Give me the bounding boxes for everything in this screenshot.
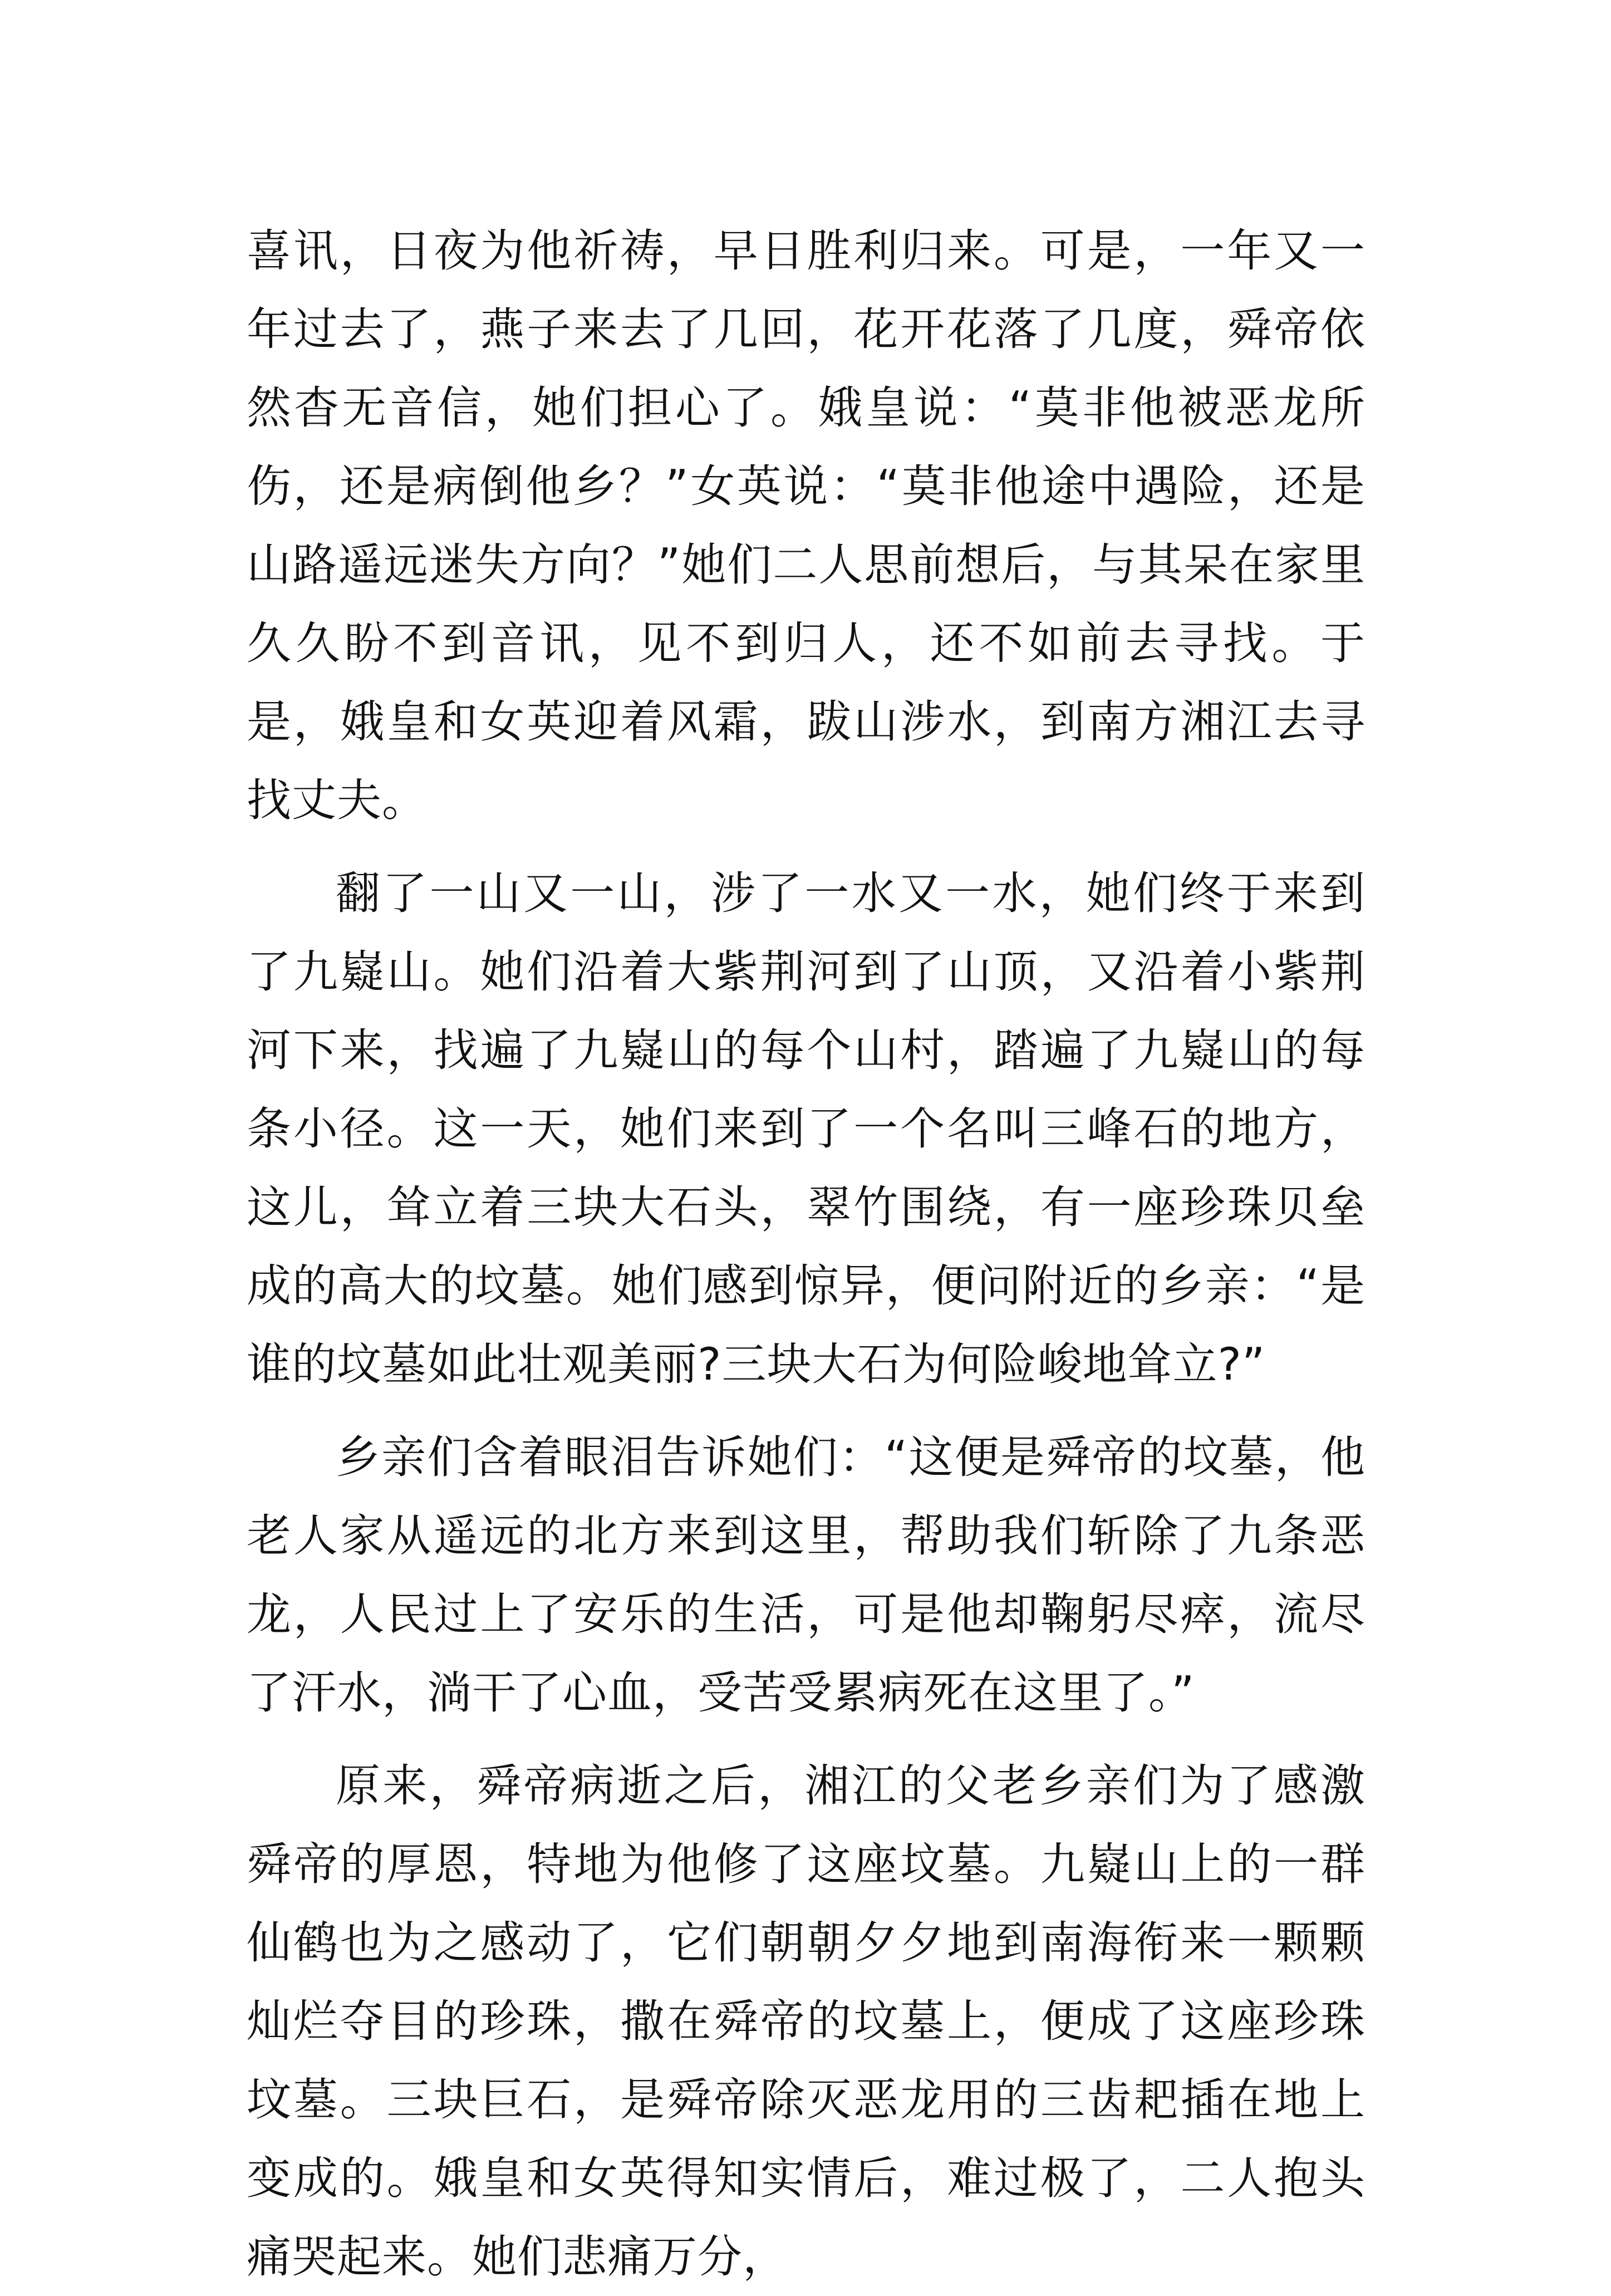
document-body [247,212,1366,2296]
paragraph-2: 翻了一山又一山，涉了一水又一水，她们终于来到了九嶷山。她们沿着大紫荆河到了山顶，又沿着小紫荆河下来，找遍了九嶷山的每个山村，踏遍了九嶷山的每条小径。这一天，她们来到了一个名叫三峰石的地方，这儿，耸立着三块大石头，翠竹围绕，有一座珍珠贝垒成的高大的坟墓。她们感到惊异，便问附近的乡亲：“是谁的坟墓如此壮观美丽?三块大石为何险峻地耸立?” [247,867,1366,1390]
paragraph-1: 喜讯，日夜为他祈祷，早日胜利归来。可是，一年又一年过去了，燕子来去了几回，花开花落了几度，舜帝依然杳无音信，她们担心了。娥皇说：“莫非他被恶龙所伤，还是病倒他乡？”女英说：“莫非他途中遇险，还是山路遥远迷失方向？”她们二人思前想后，与其呆在家里久久盼不到音讯，见不到归人，还不如前去寻找。于是，娥皇和女英迎着风霜，跋山涉水，到南方湘江去寻找丈夫。 [247,225,1366,826]
paragraph-3: 乡亲们含着眼泪告诉她们：“这便是舜帝的坟墓，他老人家从遥远的北方来到这里，帮助我们斩除了九条恶龙，人民过上了安乐的生活，可是他却鞠躬尽瘁，流尽了汗水，淌干了心血，受苦受累病死在这里了。” [247,1431,1366,1719]
paragraph-4: 原来，舜帝病逝之后，湘江的父老乡亲们为了感激舜帝的厚恩，特地为他修了这座坟墓。九嶷山上的一群仙鹤也为之感动了，它们朝朝夕夕地到南海衔来一颗颗灿烂夺目的珍珠，撒在舜帝的坟墓上，便成了这座珍珠坟墓。三块巨石，是舜帝除灭恶龙用的三齿耙插在地上变成的。娥皇和女英得知实情后，难过极了，二人抱头痛哭起来。她们悲痛万分， [247,1760,1366,2283]
